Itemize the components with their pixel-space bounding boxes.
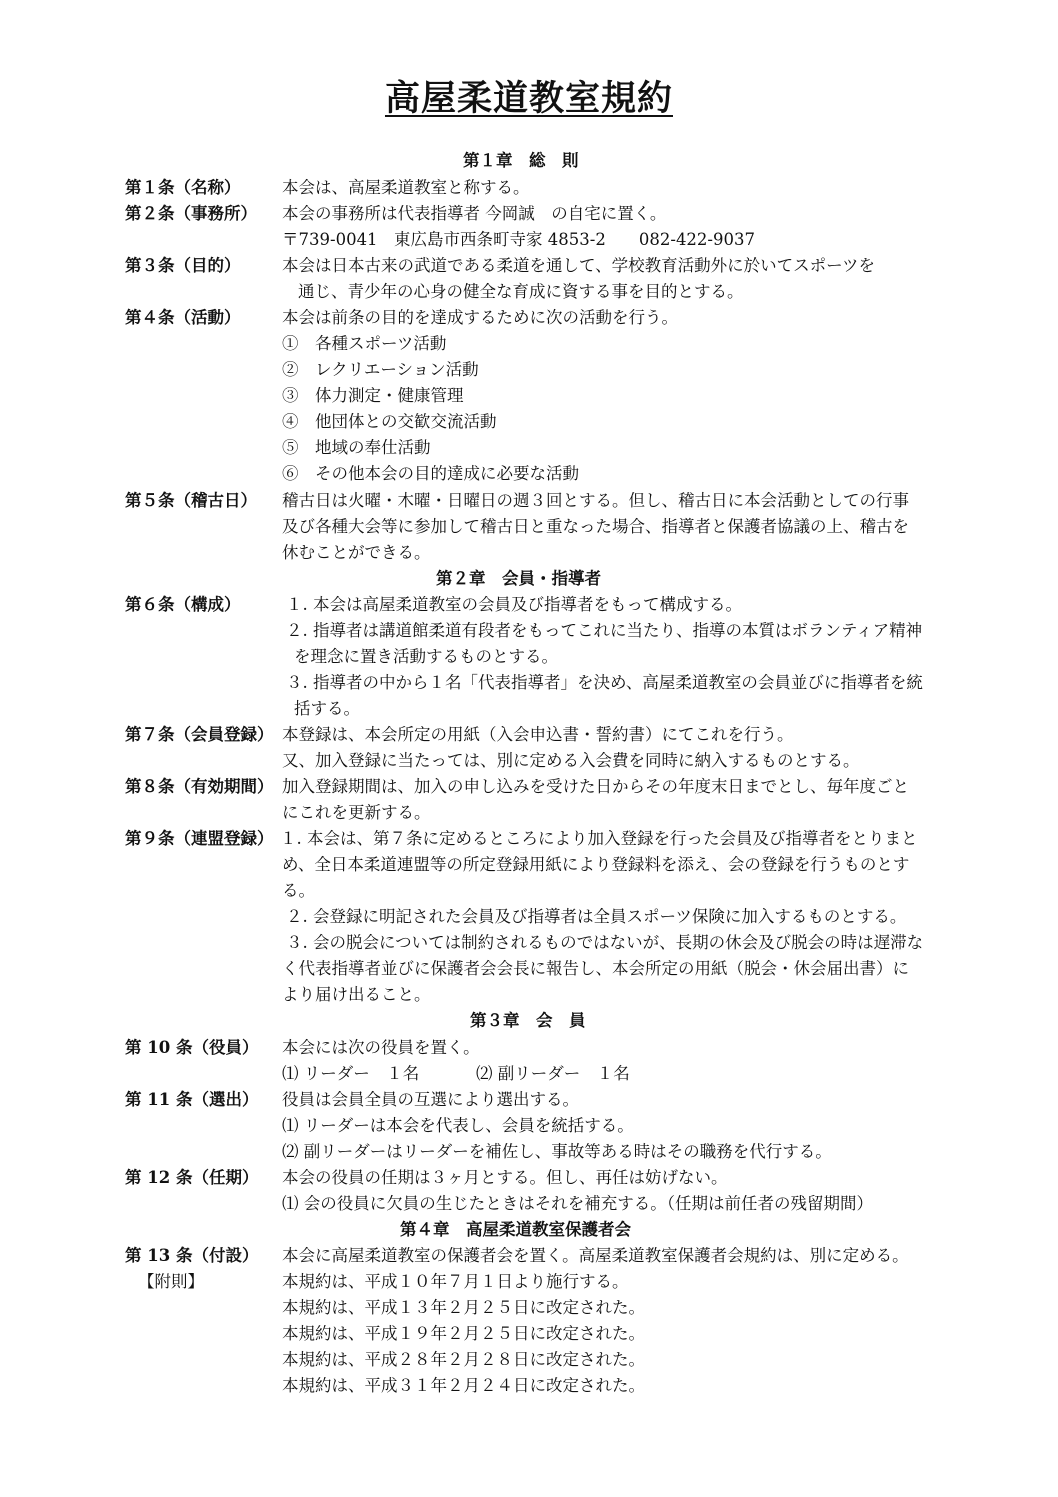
article-label: 第 11 条（選出）	[125, 1090, 259, 1109]
article-text: 稽古日は火曜・木曜・日曜日の週３回とする。但し、稽古日に本会活動としての行事	[282, 491, 909, 510]
article-label: 第１条（名称）	[125, 178, 241, 197]
article-text: 本会の事務所は代表指導者 今岡誠 の自宅に置く。	[282, 204, 667, 223]
chapter-heading: 第３章 会 員	[470, 1011, 586, 1030]
list-item: ③ 体力測定・健康管理	[282, 386, 464, 405]
article-label: 第８条（有効期間）	[125, 777, 274, 796]
article-label: 第７条（会員登録）	[125, 725, 274, 744]
supplement-line: 本規約は、平成２８年２月２８日に改定された。	[282, 1350, 645, 1369]
article-text: 本会は、高屋柔道教室と称する。	[282, 178, 530, 197]
article-label: 第９条（連盟登録）	[125, 829, 274, 848]
article-text: 又、加入登録に当たっては、別に定める入会費を同時に納入するものとする。	[282, 751, 860, 770]
article-text: 休むことができる。	[282, 543, 431, 562]
article-text: １. 本会は、第７条に定めるところにより加入登録を行った会員及び指導者をとりまと	[280, 829, 918, 848]
article-text: 通じ、青少年の心身の健全な育成に資する事を目的とする。	[298, 282, 744, 301]
article-label: 第４条（活動）	[125, 308, 241, 327]
article-text: 役員は会員全員の互選により選出する。	[282, 1090, 579, 1109]
article-label: 第３条（目的）	[125, 256, 241, 275]
article-label: 第６条（構成）	[125, 595, 241, 614]
article-text: 加入登録期間は、加入の申し込みを受けた日からその年度末日までとし、毎年度ごと	[282, 777, 909, 796]
article-text: を理念に置き活動するものとする。	[294, 647, 558, 666]
article-label: 第５条（稽古日）	[125, 491, 257, 510]
document-title: 高屋柔道教室規約	[384, 78, 673, 119]
article-text: にこれを更新する。	[282, 803, 431, 822]
article-text: 本会に高屋柔道教室の保護者会を置く。高屋柔道教室保護者会規約は、別に定める。	[282, 1246, 909, 1265]
chapter-heading: 第２章 会員・指導者	[436, 569, 601, 588]
supplement-line: 本規約は、平成１０年７月１日より施行する。	[282, 1272, 629, 1291]
article-text: ２. 会登録に明記された会員及び指導者は全員スポーツ保険に加入するものとする。	[286, 907, 907, 926]
list-item: ⑤ 地域の奉仕活動	[282, 438, 431, 457]
article-text: ⑵ 副リーダーはリーダーを補佐し、事故等ある時はその職務を代行する。	[282, 1142, 832, 1161]
list-item: ④ 他団体との交歓交流活動	[282, 412, 497, 431]
supplement-line: 本規約は、平成３１年２月２４日に改定された。	[282, 1376, 645, 1395]
article-text: より届け出ること。	[282, 985, 431, 1004]
article-label: 第２条（事務所）	[125, 204, 257, 223]
list-item: ② レクリエーション活動	[282, 360, 479, 379]
article-label: 第 10 条（役員）	[125, 1038, 259, 1057]
article-text: く代表指導者並びに保護者会会長に報告し、本会所定の用紙（脱会・休会届出書）に	[282, 959, 909, 978]
article-text: め、全日本柔道連盟等の所定登録用紙により登録料を添え、会の登録を行うものとす	[282, 855, 910, 874]
chapter-heading: 第４章 高屋柔道教室保護者会	[400, 1220, 631, 1239]
address-line: 〒739-0041 東広島市西条町寺家 4853-2 082-422-9037	[282, 230, 755, 249]
article-text: １. 本会は高屋柔道教室の会員及び指導者をもって構成する。	[286, 595, 742, 614]
article-text: 本会の役員の任期は３ヶ月とする。但し、再任は妨げない。	[282, 1168, 728, 1187]
supplement-label: 【附則】	[138, 1272, 204, 1291]
article-text: ３. 指導者の中から１名「代表指導者」を決め、高屋柔道教室の会員並びに指導者を統	[286, 673, 923, 692]
article-text: ⑴ リーダーは本会を代表し、会員を統括する。	[282, 1116, 634, 1135]
article-text: る。	[282, 881, 315, 900]
article-text: 本会は日本古来の武道である柔道を通して、学校教育活動外に於いてスポーツを	[282, 256, 876, 275]
supplement-line: 本規約は、平成１９年２月２５日に改定された。	[282, 1324, 645, 1343]
article-text: 本会には次の役員を置く。	[282, 1038, 480, 1057]
article-text: ２. 指導者は講道館柔道有段者をもってこれに当たり、指導の本質はボランティア精神	[286, 621, 923, 640]
officer-item: ⑴ リーダー １名	[282, 1064, 420, 1083]
article-label: 第 12 条（任期）	[125, 1168, 259, 1187]
article-text: 本登録は、本会所定の用紙（入会申込書・誓約書）にてこれを行う。	[282, 725, 794, 744]
list-item: ① 各種スポーツ活動	[282, 334, 447, 353]
article-text: ３. 会の脱会については制約されるものではないが、長期の休会及び脱会の時は遅滞な	[286, 933, 924, 952]
article-text: 本会は前条の目的を達成するために次の活動を行う。	[282, 308, 678, 327]
article-label: 第 13 条（付設）	[125, 1246, 259, 1265]
officer-item: ⑵ 副リーダー １名	[476, 1064, 630, 1083]
article-text: 及び各種大会等に参加して稽古日と重なった場合、指導者と保護者協議の上、稽古を	[282, 517, 909, 536]
article-text: 括する。	[294, 699, 360, 718]
chapter-heading: 第１章 総 則	[463, 151, 579, 170]
supplement-line: 本規約は、平成１３年２月２５日に改定された。	[282, 1298, 645, 1317]
list-item: ⑥ その他本会の目的達成に必要な活動	[282, 464, 579, 483]
article-text: ⑴ 会の役員に欠員の生じたときはそれを補充する。（任期は前任者の残留期間）	[282, 1194, 873, 1213]
